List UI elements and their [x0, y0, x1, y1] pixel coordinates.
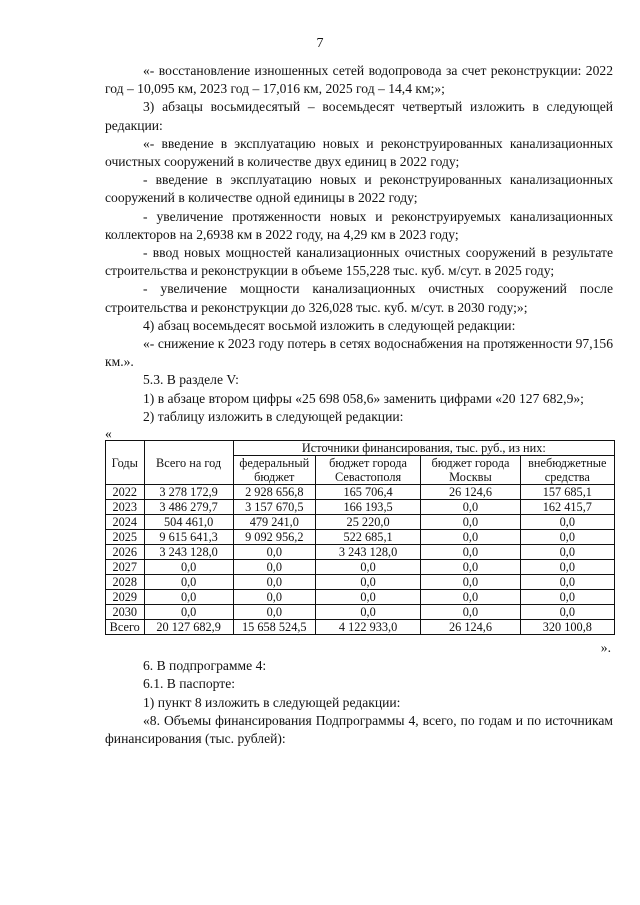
table-cell: 0,0	[233, 560, 315, 575]
document-body	[105, 62, 613, 748]
table-cell: 26 124,6	[421, 620, 520, 635]
table-cell: 0,0	[233, 545, 315, 560]
table-row	[106, 605, 615, 620]
table-cell: 2025	[106, 530, 145, 545]
table-cell: 0,0	[315, 560, 420, 575]
table-cell: 0,0	[233, 575, 315, 590]
paragraph: «- введение в эксплуатацию новых и реконструированных канализационных очистных сооружений в количестве двух единиц в 2022 году;	[105, 135, 613, 170]
table-cell: 0,0	[520, 545, 614, 560]
paragraph: - ввод новых мощностей канализационных очистных сооружений в результате строительства и реконструкции в объеме 155,228 тыс. куб. м/сут. в 2025 году;	[105, 245, 613, 279]
table-cell: 2 928 656,8	[233, 485, 315, 500]
table-cell: 479 241,0	[233, 515, 315, 530]
table-row	[106, 515, 615, 530]
table-cell: 0,0	[315, 590, 420, 605]
table-cell: 2026	[106, 545, 145, 560]
table-row	[106, 485, 615, 500]
table-cell: 522 685,1	[315, 530, 420, 545]
table-header-row	[106, 441, 615, 456]
table-cell: 320 100,8	[520, 620, 614, 635]
table-cell: 0,0	[233, 605, 315, 620]
table-cell: 0,0	[520, 605, 614, 620]
table-cell: 3 157 670,5	[233, 500, 315, 515]
table-cell: 0,0	[421, 530, 520, 545]
paragraph: - увеличение протяженности новых и реконструируемых канализационных коллекторов на 2,6938 км в 2022 году, на 4,29 км в 2023 году;	[105, 208, 613, 242]
table-row	[106, 575, 615, 590]
table-open-quote: «	[105, 426, 112, 442]
table-cell: 3 486 279,7	[144, 500, 233, 515]
table-cell: 0,0	[520, 515, 614, 530]
page-number: 7	[316, 36, 324, 51]
table-cell: 162 415,7	[520, 500, 614, 515]
table-cell: 9 615 641,3	[144, 530, 233, 545]
paragraph: 3) абзацы восьмидесятый – восемьдесят четвертый изложить в следующей редакции:	[105, 99, 613, 133]
table-cell: 2022	[106, 485, 145, 500]
table-cell: 0,0	[315, 575, 420, 590]
column-header: федеральный бюджет	[233, 456, 315, 485]
table-row	[106, 500, 615, 515]
table-body	[106, 485, 615, 635]
column-header: бюджет города Москвы	[421, 456, 520, 485]
table-cell: 0,0	[144, 605, 233, 620]
table-cell: 2023	[106, 500, 145, 515]
table-cell: 2024	[106, 515, 145, 530]
table-cell: 0,0	[421, 560, 520, 575]
table-cell: 0,0	[520, 530, 614, 545]
table-cell: 15 658 524,5	[233, 620, 315, 635]
paragraph: 1) пункт 8 изложить в следующей редакции:	[143, 694, 401, 710]
table-cell: 2027	[106, 560, 145, 575]
column-header: бюджет города Севастополя	[315, 456, 420, 485]
table-cell: 0,0	[421, 515, 520, 530]
table-cell: 166 193,5	[315, 500, 420, 515]
table-cell: 0,0	[421, 590, 520, 605]
paragraph: «- снижение к 2023 году потерь в сетях водоснабжения на протяженности 97,156 км.».	[105, 336, 613, 370]
table-cell: 0,0	[520, 560, 614, 575]
table-close-quote: ».	[600, 640, 611, 656]
column-header: Всего на год	[144, 441, 233, 485]
group-header: Источники финансирования, тыс. руб., из них:	[233, 441, 614, 456]
table-row	[106, 530, 615, 545]
table-cell: 2028	[106, 575, 145, 590]
table-cell: 0,0	[315, 605, 420, 620]
paragraph: 6. В подпрограмме 4:	[143, 658, 267, 674]
table-cell: 26 124,6	[421, 485, 520, 500]
paragraph: - увеличение мощности канализационных очистных сооружений после строительства и реконструкции до 326,028 тыс. куб. м/сут. в 2030 году;»;	[105, 281, 613, 315]
financing-table	[105, 440, 615, 635]
table-cell: 504 461,0	[144, 515, 233, 530]
table-cell: 0,0	[144, 590, 233, 605]
table-cell: 4 122 933,0	[315, 620, 420, 635]
table-cell: 157 685,1	[520, 485, 614, 500]
table-row	[106, 620, 615, 635]
table-row	[106, 545, 615, 560]
paragraph: «- восстановление изношенных сетей водопровода за счет реконструкции: 2022 год – 10,095 км, 2023 год – 17,016 км, 2025 год – 14,4 км;»;	[105, 63, 613, 97]
paragraph: - введение в эксплуатацию новых и реконструированных канализационных сооружений в количестве одной единицы в 2022 году;	[105, 172, 613, 206]
paragraph: 4) абзац восемьдесят восьмой изложить в следующей редакции:	[143, 317, 516, 333]
table-cell: 9 092 956,2	[233, 530, 315, 545]
table-cell: 0,0	[144, 575, 233, 590]
table-cell: 165 706,4	[315, 485, 420, 500]
paragraph: 6.1. В паспорте:	[143, 676, 236, 692]
table-cell: 0,0	[520, 575, 614, 590]
table-cell: 0,0	[421, 575, 520, 590]
table-cell: Всего	[106, 620, 145, 635]
column-header: Годы	[106, 441, 145, 485]
table-row	[106, 560, 615, 575]
table-row	[106, 590, 615, 605]
table-cell: 25 220,0	[315, 515, 420, 530]
table-cell: 2030	[106, 605, 145, 620]
table-cell: 3 278 172,9	[144, 485, 233, 500]
paragraph: 5.3. В разделе V:	[143, 372, 239, 388]
paragraph: «8. Объемы финансирования Подпрограммы 4, всего, по годам и по источникам финансирования (тыс. рублей):	[105, 712, 613, 747]
table-cell: 3 243 128,0	[315, 545, 420, 560]
table-cell: 0,0	[520, 590, 614, 605]
table-cell: 3 243 128,0	[144, 545, 233, 560]
paragraph: 2) таблицу изложить в следующей редакции:	[143, 408, 404, 424]
table-cell: 0,0	[421, 545, 520, 560]
table-cell: 2029	[106, 590, 145, 605]
table-cell: 0,0	[233, 590, 315, 605]
table-cell: 20 127 682,9	[144, 620, 233, 635]
table-cell: 0,0	[144, 560, 233, 575]
table-cell: 0,0	[421, 500, 520, 515]
paragraph: 1) в абзаце втором цифры «25 698 058,6» заменить цифрами «20 127 682,9»;	[143, 390, 584, 406]
column-header: внебюджетные средства	[520, 456, 614, 485]
table-cell: 0,0	[421, 605, 520, 620]
